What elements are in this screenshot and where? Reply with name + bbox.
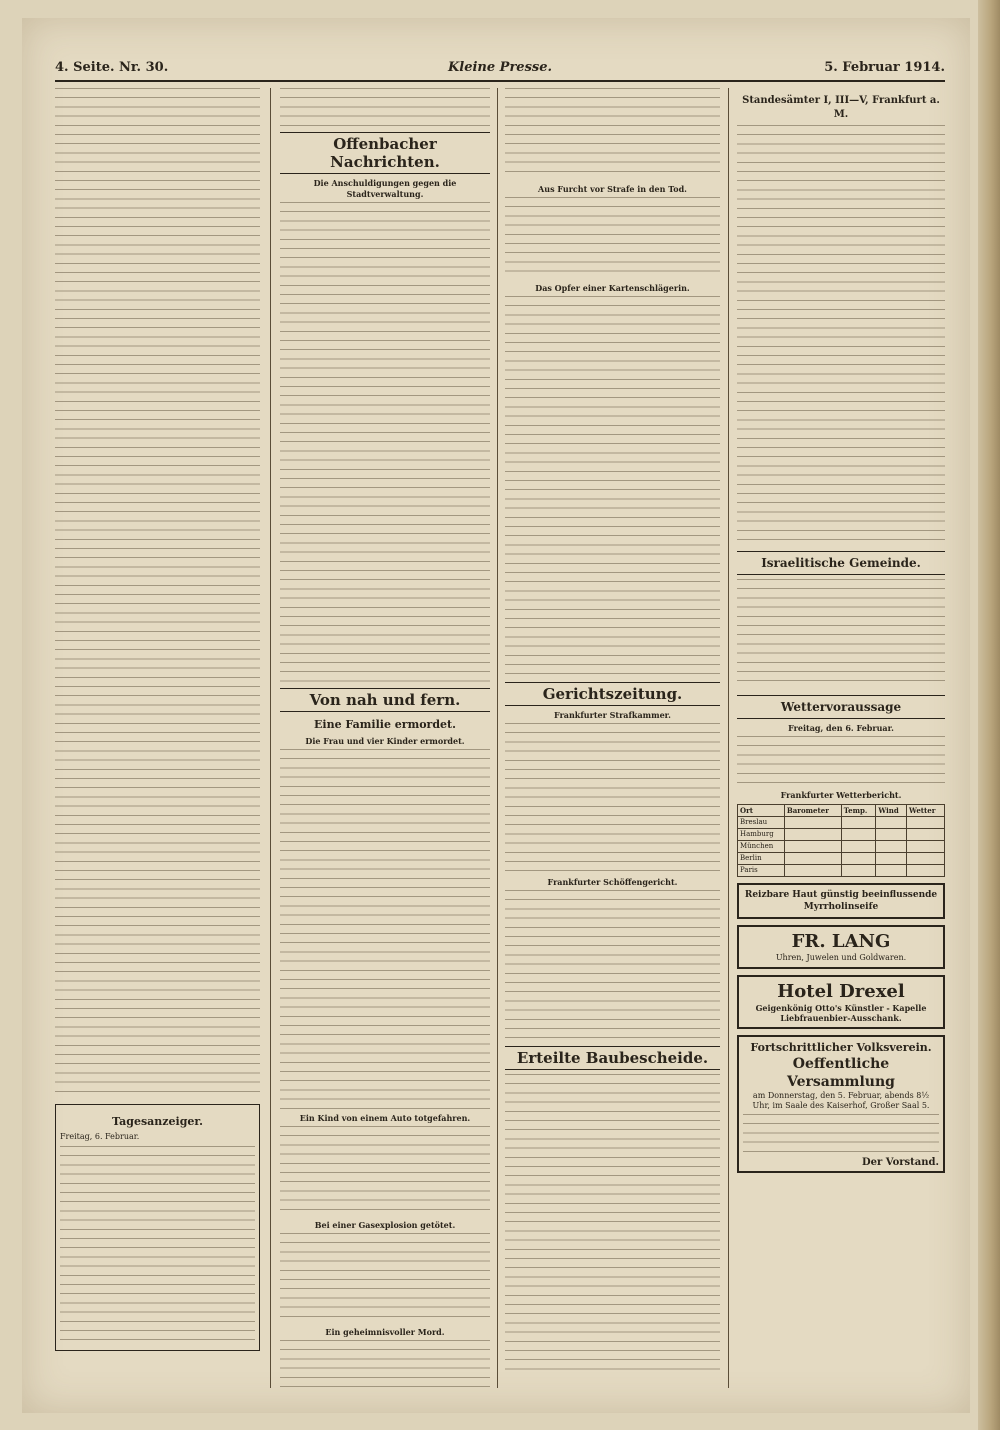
- table-row: [738, 865, 945, 877]
- newspaper-title: Kleine Presse.: [447, 60, 553, 75]
- article-text-block: [280, 1126, 490, 1216]
- article-heading: Ein geheimnisvoller Mord.: [325, 1327, 445, 1337]
- ad-volksverein: [737, 1035, 945, 1173]
- article-heading: Das Opfer einer Kartenschlägerin.: [535, 283, 690, 293]
- article-text-block: [55, 88, 260, 1098]
- article-heading: Die Anschuldigungen gegen die Stadtverwaltung.: [313, 178, 457, 199]
- article-text-block: [280, 1340, 490, 1388]
- article-text-block: [737, 579, 945, 689]
- ad-signature: Der Vorstand.: [861, 1157, 939, 1168]
- section-heading: Israelitische Gemeinde.: [737, 551, 945, 575]
- weather-table: [737, 804, 945, 877]
- article-text-block: [737, 736, 945, 786]
- ad-hotel-drexel: [737, 975, 945, 1029]
- column-2: [280, 88, 490, 1388]
- table-row: [738, 853, 945, 865]
- ad-text: Reizbare Haut günstig beeinflussende Myrrholinseife: [744, 890, 938, 912]
- table-cell: Breslau: [738, 817, 785, 829]
- ad-body: [743, 1114, 939, 1154]
- page-header: [55, 58, 945, 82]
- article-text-block: [280, 749, 490, 1109]
- article-text-block: [280, 202, 490, 682]
- column-header: Wind: [876, 805, 907, 817]
- ad-details: am Donnerstag, den 5. Februar, abends 8½ Uhr, im Saale des Kaiserhof, Großer Saal 5.: [752, 1091, 930, 1110]
- column-4: [737, 88, 945, 1388]
- table-cell: Berlin: [738, 853, 785, 865]
- article-heading: Ein Kind von einem Auto totgefahren.: [299, 1113, 471, 1123]
- column-1: [55, 88, 260, 1388]
- table-header-row: [738, 805, 945, 817]
- ad-subtitle: Geigenkönig Otto's Künstler - Kapelle: [755, 1003, 927, 1013]
- section-heading: Offenbacher Nachrichten.: [280, 132, 490, 174]
- article-text-block: [505, 88, 720, 180]
- article-heading: Bei einer Gasexplosion getötet.: [314, 1220, 456, 1230]
- article-text-block: [505, 1074, 720, 1374]
- column-header: Wetter: [907, 805, 945, 817]
- table-cell: Hamburg: [738, 829, 785, 841]
- section-heading: Erteilte Baubescheide.: [505, 1046, 720, 1070]
- article-text-block: [505, 890, 720, 1040]
- article-text-block: [505, 197, 720, 279]
- page-edge: [978, 0, 1000, 1430]
- article-text-block: [280, 88, 490, 126]
- table-row: [738, 829, 945, 841]
- article-text-block: [505, 723, 720, 873]
- column-header: Barometer: [784, 805, 841, 817]
- weather-date: Freitag, den 6. Februar.: [788, 723, 894, 733]
- article-kicker: Die Frau und vier Kinder ermordet.: [305, 736, 465, 746]
- table-row: [738, 817, 945, 829]
- column-3: [505, 88, 720, 1388]
- column-header: Ort: [738, 805, 785, 817]
- tagesanzeiger-box: [55, 1104, 260, 1351]
- article-text-block: [737, 125, 945, 545]
- ad-headline: Oeffentliche Versammlung: [787, 1056, 895, 1090]
- ad-title: Hotel Drexel: [777, 981, 905, 1002]
- section-heading: Gerichtszeitung.: [505, 682, 720, 706]
- ad-myrrholinseife: [737, 883, 945, 919]
- article-heading: Aus Furcht vor Strafe in den Tod.: [538, 184, 687, 194]
- section-heading: Wettervoraussage: [737, 695, 945, 719]
- article-text-block: [505, 296, 720, 676]
- column-divider: [728, 88, 729, 1388]
- article-heading: Frankfurter Schöffengericht.: [547, 877, 678, 887]
- article-text-block: [280, 1233, 490, 1323]
- article-heading: Frankfurter Strafkammer.: [554, 710, 671, 720]
- table-cell: Paris: [738, 865, 785, 877]
- ad-subtitle: Liebfrauenbier-Ausschank.: [780, 1013, 902, 1023]
- section-heading: Standesämter I, III—V, Frankfurt a. M.: [742, 95, 940, 120]
- issue-date: 5. Februar 1914.: [824, 60, 945, 75]
- page-number: 4. Seite. Nr. 30.: [55, 60, 169, 75]
- table-row: [738, 841, 945, 853]
- ad-subtitle: Uhren, Juwelen und Goldwaren.: [775, 953, 907, 962]
- column-header: Temp.: [841, 805, 876, 817]
- article-heading: Eine Familie ermordet.: [314, 718, 456, 731]
- ad-fr-lang: [737, 925, 945, 969]
- column-divider: [497, 88, 498, 1388]
- weather-report-heading: Frankfurter Wetterbericht.: [780, 790, 902, 800]
- table-cell: München: [738, 841, 785, 853]
- tagesanzeiger-heading: Tagesanzeiger.: [112, 1115, 203, 1128]
- section-heading: Von nah und fern.: [280, 688, 490, 712]
- tagesanzeiger-text: [60, 1146, 255, 1346]
- ad-title: Fortschrittlicher Volksverein.: [750, 1041, 932, 1054]
- ad-title: FR. LANG: [791, 931, 891, 952]
- tagesanzeiger-date: Freitag, 6. Februar.: [60, 1132, 140, 1141]
- column-divider: [270, 88, 271, 1388]
